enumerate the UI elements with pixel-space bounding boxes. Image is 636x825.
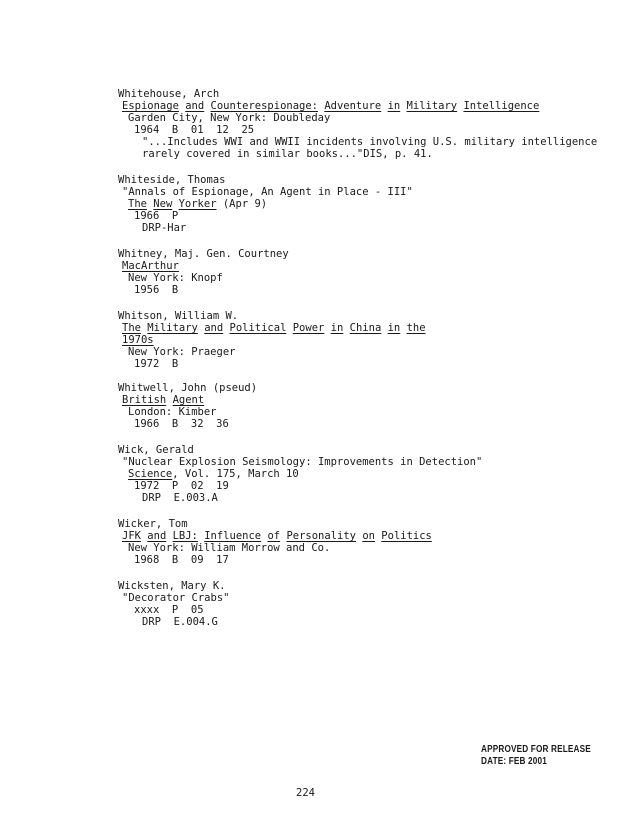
bibliography-entry bbox=[118, 174, 618, 234]
entry-codes: 1964 B 01 12 25 bbox=[134, 124, 255, 136]
bibliography-entry bbox=[118, 444, 618, 504]
entry-title: "Annals of Espionage, An Agent in Place - III" bbox=[122, 186, 413, 198]
entry-author: Whitney, Maj. Gen. Courtney bbox=[118, 248, 289, 260]
bibliography-entry bbox=[118, 248, 618, 296]
entry-title: British Agent bbox=[122, 394, 205, 406]
entry-author: Wicker, Tom bbox=[118, 518, 188, 530]
entry-publisher: New York: Knopf bbox=[128, 272, 223, 284]
entry-author: Wick, Gerald bbox=[118, 444, 194, 456]
entry-title-continued: 1970s bbox=[122, 334, 154, 346]
entry-code-secondary: DRP E.004.G bbox=[142, 616, 218, 628]
stamp-line: APPROVED FOR RELEASE bbox=[481, 744, 591, 755]
entry-code-secondary: DRP E.003.A bbox=[142, 492, 218, 504]
entry-title: The Military and Political Power in China in the bbox=[122, 322, 426, 334]
entry-codes: 1966 B 32 36 bbox=[134, 418, 229, 430]
entry-author: Whitson, William W. bbox=[118, 310, 239, 322]
entry-codes: 1966 P bbox=[134, 210, 179, 222]
entry-title: "Decorator Crabs" bbox=[122, 592, 230, 604]
bibliography-entry bbox=[118, 310, 618, 370]
entry-author: Whiteside, Thomas bbox=[118, 174, 226, 186]
entry-publisher: London: Kimber bbox=[128, 406, 217, 418]
entry-note: "...Includes WWI and WWII incidents involving U.S. military intelligence bbox=[142, 136, 598, 148]
entry-title: Espionage and Counterespionage: Adventure in Military Intelligence bbox=[122, 100, 540, 112]
entry-codes: 1956 B bbox=[134, 284, 179, 296]
entry-author: Wicksten, Mary K. bbox=[118, 580, 226, 592]
entry-codes: 1972 B bbox=[134, 358, 179, 370]
entry-publisher: Garden City, New York: Doubleday bbox=[128, 112, 331, 124]
entry-author: Whitwell, John (pseud) bbox=[118, 382, 258, 394]
bibliography-entry bbox=[118, 580, 618, 628]
entry-publisher: New York: William Morrow and Co. bbox=[128, 542, 331, 554]
entry-title: "Nuclear Explosion Seismology: Improvements in Detection" bbox=[122, 456, 483, 468]
entry-codes: xxxx P 05 bbox=[134, 604, 204, 616]
entry-title: MacArthur bbox=[122, 260, 179, 272]
stamp-line: DATE: FEB 2001 bbox=[481, 756, 547, 767]
entry-source: Science, Vol. 175, March 10 bbox=[128, 468, 299, 480]
entry-publisher: New York: Praeger bbox=[128, 346, 236, 358]
entry-author: Whitehouse, Arch bbox=[118, 88, 220, 100]
entry-title: JFK and LBJ: Influence of Personality on Politics bbox=[122, 530, 432, 542]
page-number: 224 bbox=[296, 787, 315, 799]
entry-codes: 1968 B 09 17 bbox=[134, 554, 229, 566]
bibliography-entry bbox=[118, 518, 618, 566]
bibliography-entry bbox=[118, 88, 618, 160]
bibliography-entry bbox=[118, 382, 618, 430]
entry-code-secondary: DRP-Har bbox=[142, 222, 187, 234]
entry-source: The New Yorker (Apr 9) bbox=[128, 198, 268, 210]
release-stamp bbox=[481, 744, 591, 768]
entry-codes: 1972 P 02 19 bbox=[134, 480, 229, 492]
entry-note: rarely covered in similar books..."DIS, p. 41. bbox=[142, 148, 433, 160]
